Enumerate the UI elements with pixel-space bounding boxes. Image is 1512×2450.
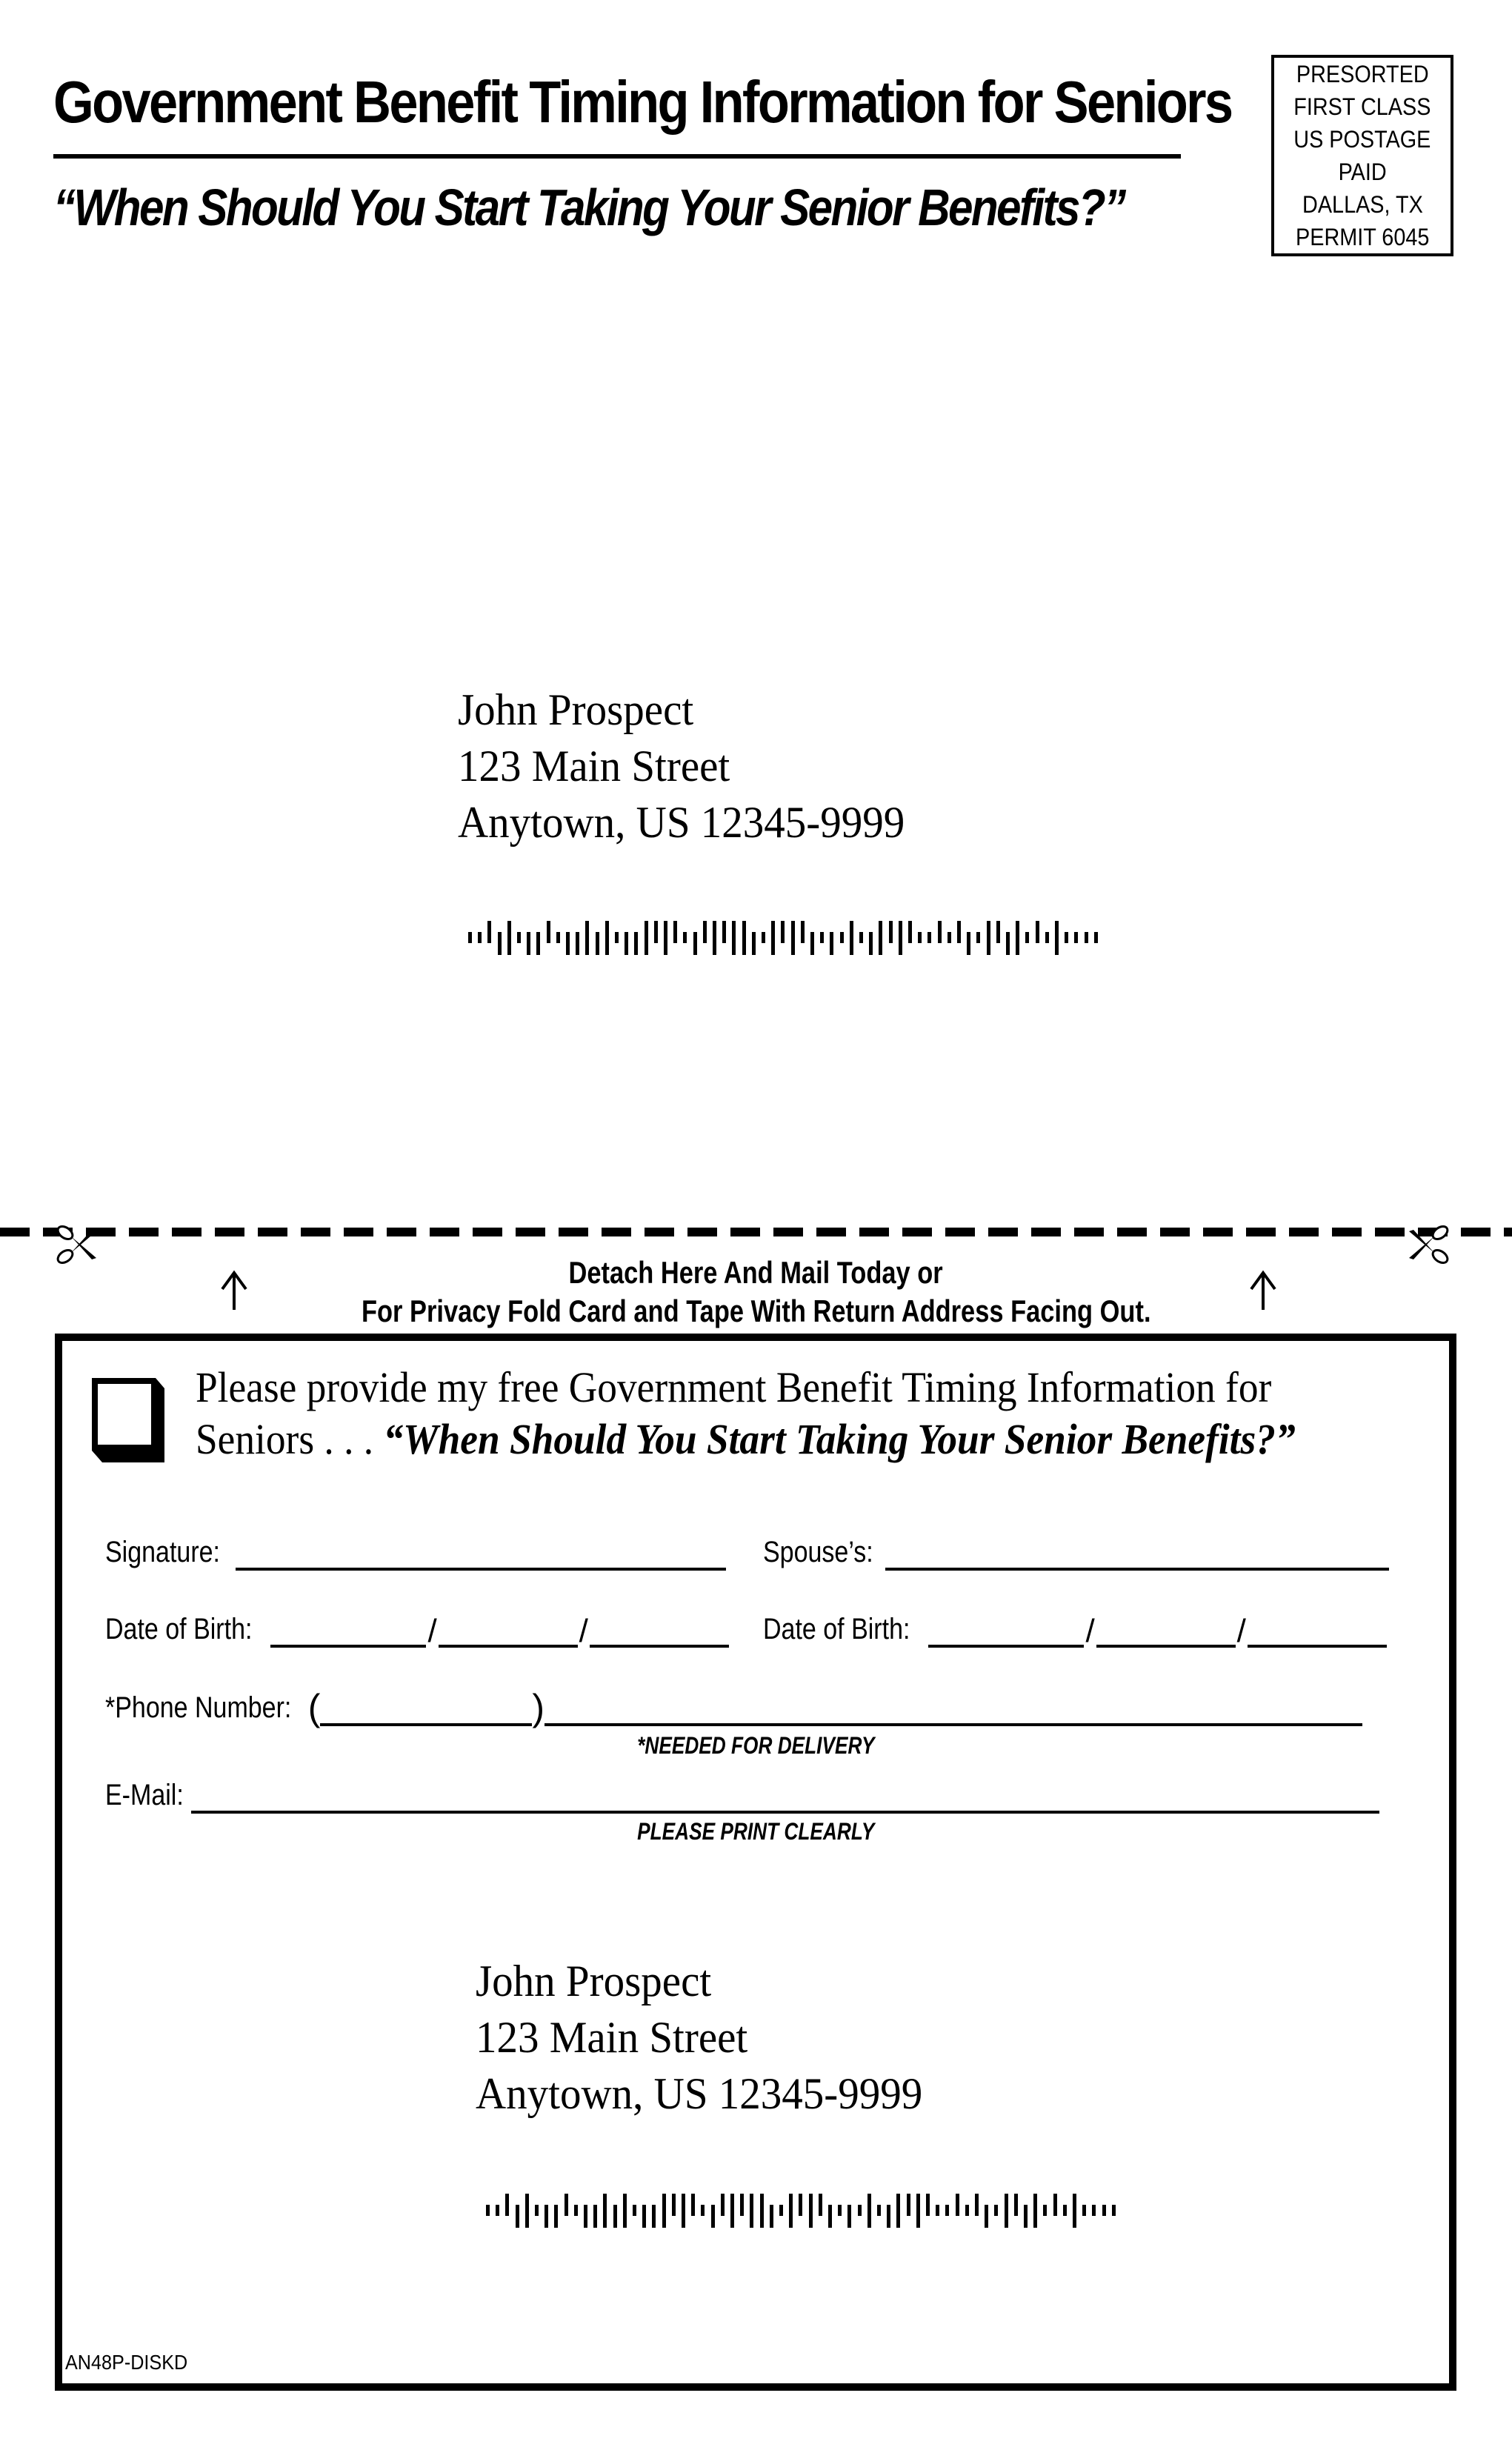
barcode-bar xyxy=(1006,932,1010,955)
indicia-line: PRESORTED xyxy=(1296,61,1429,87)
barcode-bar xyxy=(750,2194,753,2228)
barcode-bar xyxy=(556,932,560,943)
barcode-bar xyxy=(877,2205,881,2216)
barcode-bar xyxy=(867,2194,871,2228)
barcode-bar xyxy=(828,2205,832,2228)
barcode-bar xyxy=(996,921,1000,943)
barcode-bar xyxy=(976,932,980,943)
area-code-open: ( xyxy=(307,1687,321,1728)
barcode-bar xyxy=(1102,2205,1106,2216)
barcode-bar xyxy=(711,2205,715,2228)
barcode-bar xyxy=(789,2194,793,2228)
form-code-text: AN48P-DISKD xyxy=(65,2351,188,2374)
detach-dashed-line xyxy=(0,1227,1512,1237)
barcode-bar xyxy=(672,2194,676,2216)
barcode-bar xyxy=(1036,921,1039,943)
barcode-bar xyxy=(899,921,902,955)
barcode-bar xyxy=(1082,2205,1086,2216)
barcode-bar xyxy=(596,932,599,955)
barcode-bar xyxy=(496,2205,499,2216)
barcode-bar xyxy=(791,921,795,955)
request-checkbox[interactable] xyxy=(92,1378,164,1462)
barcode-bar xyxy=(1073,2194,1076,2228)
barcode-bar xyxy=(564,2194,568,2216)
recipient-street: 123 Main Street xyxy=(458,742,730,790)
email-input[interactable] xyxy=(191,1782,1379,1814)
barcode-bar xyxy=(957,921,961,943)
barcode-bar xyxy=(554,2205,558,2228)
spouse-signature-field[interactable] xyxy=(763,1534,1389,1571)
area-code-input[interactable] xyxy=(320,1695,532,1726)
barcode-bar xyxy=(908,921,912,943)
indicia-line: PAID xyxy=(1338,159,1387,185)
barcode-bar xyxy=(535,2205,539,2216)
barcode-bar xyxy=(918,932,922,943)
barcode-bar xyxy=(664,921,667,955)
request-statement xyxy=(196,1362,1448,1465)
barcode-bar xyxy=(701,2205,705,2216)
barcode-bar xyxy=(869,932,873,955)
barcode-bar xyxy=(830,932,833,955)
print-clearly-note xyxy=(0,1817,1512,1846)
barcode-bar xyxy=(487,921,491,943)
barcode-bar xyxy=(642,2205,646,2228)
barcode-bar xyxy=(634,932,638,955)
phone-label: *Phone Number: xyxy=(105,1691,292,1724)
reply-card xyxy=(55,1334,1456,2391)
barcode-bar xyxy=(1074,932,1078,943)
dob-month-input[interactable] xyxy=(270,1617,426,1648)
barcode-bar xyxy=(468,932,472,943)
page-title: Government Benefit Timing Information for Seniors xyxy=(53,69,1232,135)
email-note-text: PLEASE PRINT CLEARLY xyxy=(637,1818,875,1845)
phone-note-text: *NEEDED FOR DELIVERY xyxy=(637,1732,875,1759)
barcode-bar xyxy=(896,2194,900,2228)
barcode-bar xyxy=(1045,932,1049,943)
date-separator: / xyxy=(427,1613,437,1649)
barcode-bar xyxy=(948,932,951,943)
barcode-bar xyxy=(771,921,775,955)
barcode-bar xyxy=(645,921,648,955)
spouse-dob-field[interactable] xyxy=(763,1611,1387,1648)
barcode-bar xyxy=(770,2205,773,2228)
spouse-dob-day-input[interactable] xyxy=(1096,1617,1236,1648)
barcode-bar xyxy=(1065,932,1068,943)
barcode-bar xyxy=(703,921,707,943)
barcode-bar xyxy=(819,2194,822,2216)
form-code xyxy=(65,2350,202,2375)
postage-indicia xyxy=(1271,55,1453,256)
barcode-bar xyxy=(517,932,521,943)
barcode-bar xyxy=(752,932,756,955)
date-separator: / xyxy=(1236,1613,1246,1649)
barcode-bar xyxy=(809,2194,813,2228)
phone-field[interactable] xyxy=(105,1689,1362,1726)
barcode-bar xyxy=(566,932,570,955)
dob-year-input[interactable] xyxy=(590,1617,729,1648)
barcode-bar xyxy=(927,932,931,943)
title-divider xyxy=(53,154,1181,159)
barcode-bar xyxy=(936,2205,939,2216)
signature-field[interactable] xyxy=(105,1534,726,1571)
barcode-bar xyxy=(633,2205,636,2216)
barcode-bar xyxy=(916,2194,920,2228)
barcode-bar xyxy=(987,921,990,955)
request-prefix: Seniors . . . xyxy=(196,1415,384,1463)
email-label: E-Mail: xyxy=(105,1779,184,1811)
barcode-bar xyxy=(478,932,482,943)
barcode-bar xyxy=(810,932,814,955)
spouse-dob-month-input[interactable] xyxy=(928,1617,1084,1648)
barcode-bar xyxy=(691,2194,695,2216)
return-street: 123 Main Street xyxy=(476,2013,748,2062)
barcode-bar xyxy=(722,921,726,943)
barcode-bar xyxy=(576,932,579,955)
barcode-bar xyxy=(945,2205,949,2216)
barcode-bar xyxy=(1005,2194,1008,2228)
spouse-dob-label: Date of Birth: xyxy=(763,1613,910,1645)
barcode-bar xyxy=(740,2194,744,2216)
barcode-bar xyxy=(593,2205,597,2228)
barcode-bar xyxy=(1033,2194,1037,2228)
dob-field[interactable] xyxy=(105,1611,729,1648)
barcode-bar xyxy=(985,2205,988,2228)
barcode-bar xyxy=(721,2194,725,2216)
barcode-bar xyxy=(760,2194,764,2228)
barcode-bar xyxy=(486,2205,490,2216)
email-field[interactable] xyxy=(105,1777,1379,1814)
date-separator: / xyxy=(579,1613,588,1649)
barcode-bar xyxy=(779,2205,783,2216)
barcode-bar xyxy=(879,921,882,955)
barcode-bar xyxy=(662,2194,666,2228)
barcode-bar xyxy=(1112,2205,1116,2216)
barcode-bar xyxy=(730,2194,734,2228)
barcode-bar xyxy=(1024,2205,1028,2228)
spouse-signature-line[interactable] xyxy=(885,1539,1389,1571)
barcode-bar xyxy=(693,932,697,955)
barcode-bar xyxy=(527,932,530,955)
barcode-bar xyxy=(956,2194,959,2216)
barcode-bar xyxy=(1055,921,1059,955)
barcode-bar xyxy=(505,2194,509,2216)
barcode-bar xyxy=(1014,2194,1018,2216)
phone-number-input[interactable] xyxy=(544,1695,1362,1726)
area-code-close: ) xyxy=(532,1687,545,1728)
dob-label: Date of Birth: xyxy=(105,1613,253,1645)
barcode-bar xyxy=(544,2205,548,2228)
barcode-bar xyxy=(859,932,863,943)
barcode-bar xyxy=(713,921,716,955)
barcode-bar xyxy=(1085,932,1088,943)
barcode-bar xyxy=(1053,2194,1057,2216)
barcode-bar xyxy=(907,2194,910,2216)
barcode-bar xyxy=(498,932,502,955)
signature-label: Signature: xyxy=(105,1536,220,1568)
request-emphasis: “When Should You Start Taking Your Senior Benefits?” xyxy=(383,1415,1296,1463)
barcode-bar xyxy=(742,921,746,955)
barcode-bar xyxy=(507,921,511,955)
dob-day-input[interactable] xyxy=(439,1617,578,1648)
return-city-state-zip: Anytown, US 12345-9999 xyxy=(476,2069,923,2118)
fold-instruction xyxy=(0,1292,1512,1331)
barcode-bar xyxy=(762,932,765,943)
page-subtitle: “When Should You Start Taking Your Senior Benefits?” xyxy=(53,179,1125,236)
barcode-bar xyxy=(652,2205,656,2228)
recipient-name: John Prospect xyxy=(458,685,694,734)
barcode-bar xyxy=(799,2194,802,2216)
barcode-bar xyxy=(781,921,785,943)
barcode-bar xyxy=(732,921,736,955)
recipient-address xyxy=(458,682,905,850)
barcode-bar xyxy=(623,2194,627,2228)
barcode-bar xyxy=(801,921,805,943)
indicia-line: US POSTAGE xyxy=(1293,126,1431,153)
barcode-bar xyxy=(574,2205,578,2216)
spouse-label: Spouse’s: xyxy=(763,1536,873,1568)
barcode-bar xyxy=(967,932,970,955)
barcode-bar xyxy=(547,921,550,943)
barcode-bar xyxy=(1094,932,1098,943)
detach-line-1: Detach Here And Mail Today or xyxy=(568,1255,944,1290)
barcode-bar xyxy=(820,932,824,943)
barcode-bar xyxy=(1063,2205,1067,2216)
barcode-bar xyxy=(605,921,609,955)
barcode-bar xyxy=(536,932,540,955)
barcode-bar xyxy=(858,2205,862,2216)
barcode-bar xyxy=(625,932,628,955)
barcode-bar xyxy=(1092,2205,1096,2216)
date-separator: / xyxy=(1085,1613,1095,1649)
indicia-line: FIRST CLASS xyxy=(1293,93,1431,120)
barcode-bar xyxy=(1043,2205,1047,2216)
barcode-bar xyxy=(994,2205,998,2216)
barcode-bar xyxy=(887,2205,890,2228)
signature-line[interactable] xyxy=(236,1539,726,1571)
phone-required-note xyxy=(0,1731,1512,1760)
barcode-bar xyxy=(654,921,658,943)
barcode-bar xyxy=(682,2194,685,2228)
barcode-bar xyxy=(683,932,687,943)
barcode-bar xyxy=(938,921,942,943)
barcode-bar xyxy=(525,2194,529,2228)
barcode-bar xyxy=(516,2205,519,2228)
spouse-dob-year-input[interactable] xyxy=(1248,1617,1387,1648)
return-name: John Prospect xyxy=(476,1957,712,2005)
barcode-bar xyxy=(847,2205,851,2228)
request-line-1: Please provide my free Government Benefit Timing Information for xyxy=(196,1363,1272,1411)
barcode-bar xyxy=(585,921,589,955)
barcode-bar xyxy=(673,921,677,943)
barcode-bar xyxy=(838,2205,842,2216)
barcode-bar xyxy=(1025,932,1029,943)
barcode-bar xyxy=(603,2194,607,2228)
barcode-bar xyxy=(584,2205,587,2228)
indicia-line: DALLAS, TX xyxy=(1302,191,1423,218)
recipient-city-state-zip: Anytown, US 12345-9999 xyxy=(458,798,905,847)
barcode-bar xyxy=(840,932,844,943)
barcode-bar xyxy=(850,921,853,955)
barcode-bar xyxy=(975,2194,979,2216)
barcode-bar xyxy=(889,921,893,943)
detach-line-2: For Privacy Fold Card and Tape With Return Address Facing Out. xyxy=(361,1294,1151,1328)
barcode-bar xyxy=(1016,921,1019,955)
barcode-bar xyxy=(613,2205,617,2228)
request-line-2 xyxy=(196,1414,1348,1465)
indicia-line: PERMIT 6045 xyxy=(1295,224,1430,250)
return-address xyxy=(476,1953,922,2122)
detach-instruction xyxy=(0,1254,1512,1292)
barcode-bar xyxy=(615,932,619,943)
barcode-bar xyxy=(926,2194,930,2216)
barcode-bar xyxy=(965,2205,969,2216)
